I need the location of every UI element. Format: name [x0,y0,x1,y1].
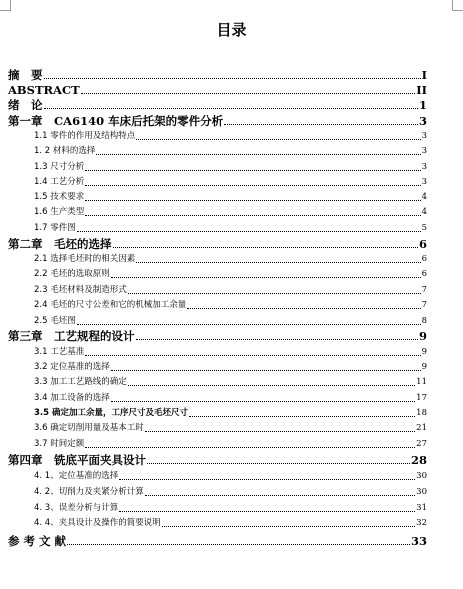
toc-entry-section[interactable] [34,484,427,499]
toc-page-number: 4 [421,192,427,202]
toc-entry-section[interactable] [34,143,427,158]
toc-entry-chapter[interactable] [8,82,427,97]
toc-entry-chapter[interactable] [8,236,427,251]
toc-entry-text: ABSTRACT [8,83,80,97]
toc-entry-text: 1.7 零件图 [34,223,76,233]
dot-leader [224,124,418,125]
dot-leader [96,154,420,155]
dot-leader [85,447,415,448]
toc-entry-text: 1.6 生产类型 [34,207,85,217]
toc-entry-text: 4. 1、定位基准的选择 [34,471,119,481]
toc-entry-section[interactable] [34,468,427,483]
toc-page-number: 27 [416,439,427,449]
toc-entry-section[interactable] [34,405,427,420]
toc-page-number: 3 [418,114,427,128]
dot-leader [119,479,415,480]
dot-leader [111,370,421,371]
dot-leader [111,401,415,402]
dot-leader [145,431,415,432]
toc-entry-text: 2.4 毛坯的尺寸公差和它的机械加工余量 [34,300,187,310]
toc-page-number: I [421,68,427,82]
toc-page-number: 30 [416,471,427,481]
dot-leader [136,262,420,263]
toc-page-number: 7 [421,300,427,310]
toc-entry-section[interactable] [34,500,427,515]
toc-page-number: 33 [410,534,427,548]
toc-page-number: 9 [418,329,427,343]
dot-leader [44,108,418,109]
toc-entry-section[interactable] [34,359,427,374]
toc-entry-section[interactable] [34,297,427,312]
dot-leader [128,293,421,294]
toc-entry-text: 1.4 工艺分析 [34,177,85,187]
toc-entry-section[interactable] [34,436,427,451]
toc-entry-section[interactable] [34,420,427,435]
toc-entry-chapter[interactable] [8,113,427,128]
toc-entry-text: 4. 2、切削力及夹紧分析计算 [34,487,144,497]
toc-page-number: 11 [416,377,427,387]
toc-entry-text: 第二章 毛坯的选择 [8,237,112,251]
toc-entry-section[interactable] [34,313,427,328]
toc-page-number: 6 [421,269,427,279]
dot-leader [136,139,420,140]
dot-leader [111,277,421,278]
dot-leader [85,170,420,171]
toc-page-number: 4 [421,207,427,217]
toc-page-number: 3 [421,146,427,156]
toc-entry-section[interactable] [34,220,427,235]
dot-leader [77,231,421,232]
dot-leader [145,495,415,496]
toc-page-number: 30 [416,487,427,497]
toc-entry-text: 第一章 CA6140 车床后托架的零件分析 [8,114,224,128]
toc-page-number: II [416,83,427,97]
toc-entry-text: 参 考 文 献 [8,534,67,548]
toc-page-number: 5 [421,223,427,233]
toc-page-number: 17 [416,393,427,403]
dot-leader [162,526,415,527]
toc-entry-text: 4. 3、误差分析与计算 [34,503,119,513]
toc-page-number: 7 [421,285,427,295]
toc-page-number: 9 [421,362,427,372]
dot-leader [189,416,415,417]
toc-entry-section[interactable] [34,204,427,219]
toc-page-number: 3 [421,162,427,172]
toc-entry-text: 第三章 工艺规程的设计 [8,329,135,343]
toc-entry-chapter[interactable] [8,67,427,82]
toc-entry-text: 3.4 加工设备的选择 [34,393,110,403]
toc-entry-text: 4. 4、夹具设计及操作的简要说明 [34,518,161,528]
toc-entry-text: 3.2 定位基准的选择 [34,362,110,372]
toc-entry-section[interactable] [34,515,427,530]
toc-page-number: 8 [421,316,427,326]
dot-leader [81,93,416,94]
toc-entry-text: 1.1 零件的作用及结构特点 [34,131,136,141]
toc-entry-section[interactable] [34,251,427,266]
dot-leader [77,324,421,325]
toc-entry-section[interactable] [34,174,427,189]
dot-leader [119,511,415,512]
dot-leader [67,544,410,545]
toc-page-number: 3 [421,131,427,141]
toc-entry-text: 1. 2 材料的选择 [34,146,96,156]
dot-leader [147,463,410,464]
toc-entry-section[interactable] [34,374,427,389]
toc-entry-text: 3.7 时间定额 [34,439,85,449]
dot-leader [136,339,418,340]
toc-entry-text: 第四章 铣底平面夹具设计 [8,453,146,467]
toc-entry-text: 摘 要 [8,68,43,82]
toc-entry-chapter[interactable] [8,452,427,467]
toc-entry-text: 1.3 尺寸分析 [34,162,85,172]
toc-entry-text: 2.3 毛坯材料及制造形式 [34,285,127,295]
toc-entry-chapter[interactable] [8,97,427,112]
toc-entry-text: 2.2 毛坯的选取原则 [34,269,110,279]
toc-entry-chapter[interactable] [8,533,427,548]
toc-entry-section[interactable] [34,282,427,297]
toc-page-number: 9 [421,347,427,357]
toc-page-number: 18 [416,408,427,418]
toc-entry-text: 2.5 毛坯图 [34,316,76,326]
dot-leader [128,385,415,386]
dot-leader [44,78,421,79]
toc-page-number: 28 [410,453,427,467]
toc-entry-section[interactable] [34,266,427,281]
toc-page-number: 6 [421,254,427,264]
toc-entry-text: 绪 论 [8,98,43,112]
dot-leader [85,200,420,201]
toc-entry-text: 2.1 选择毛坯时的相关因素 [34,254,136,264]
toc-entry-section[interactable] [34,128,427,143]
toc-entry-text: 3.6 确定切削用量及基本工时 [34,423,144,433]
toc-entry-text: 1.5 技术要求 [34,192,85,202]
toc-entry-section[interactable] [34,390,427,405]
toc-entry-text: 3.5 确定加工余量，工序尺寸及毛坯尺寸 [34,408,189,418]
toc-title: 目录 [216,21,247,39]
toc-page-number: 31 [416,503,427,513]
dot-leader [187,308,420,309]
toc-page-number: 32 [416,518,427,528]
toc-entry-text: 3.1 工艺基准 [34,347,85,357]
toc-page-number: 1 [418,98,427,112]
dot-leader [113,247,418,248]
toc-entry-section[interactable] [34,189,427,204]
toc-entry-chapter[interactable] [8,328,427,343]
dot-leader [85,215,420,216]
toc-entry-section[interactable] [34,344,427,359]
toc-page-number: 3 [421,177,427,187]
toc-entry-text: 3.3 加工工艺路线的确定 [34,377,127,387]
dot-leader [85,355,420,356]
toc-page-number: 6 [418,237,427,251]
toc-entry-section[interactable] [34,159,427,174]
dot-leader [85,185,420,186]
toc-page-number: 21 [416,423,427,433]
